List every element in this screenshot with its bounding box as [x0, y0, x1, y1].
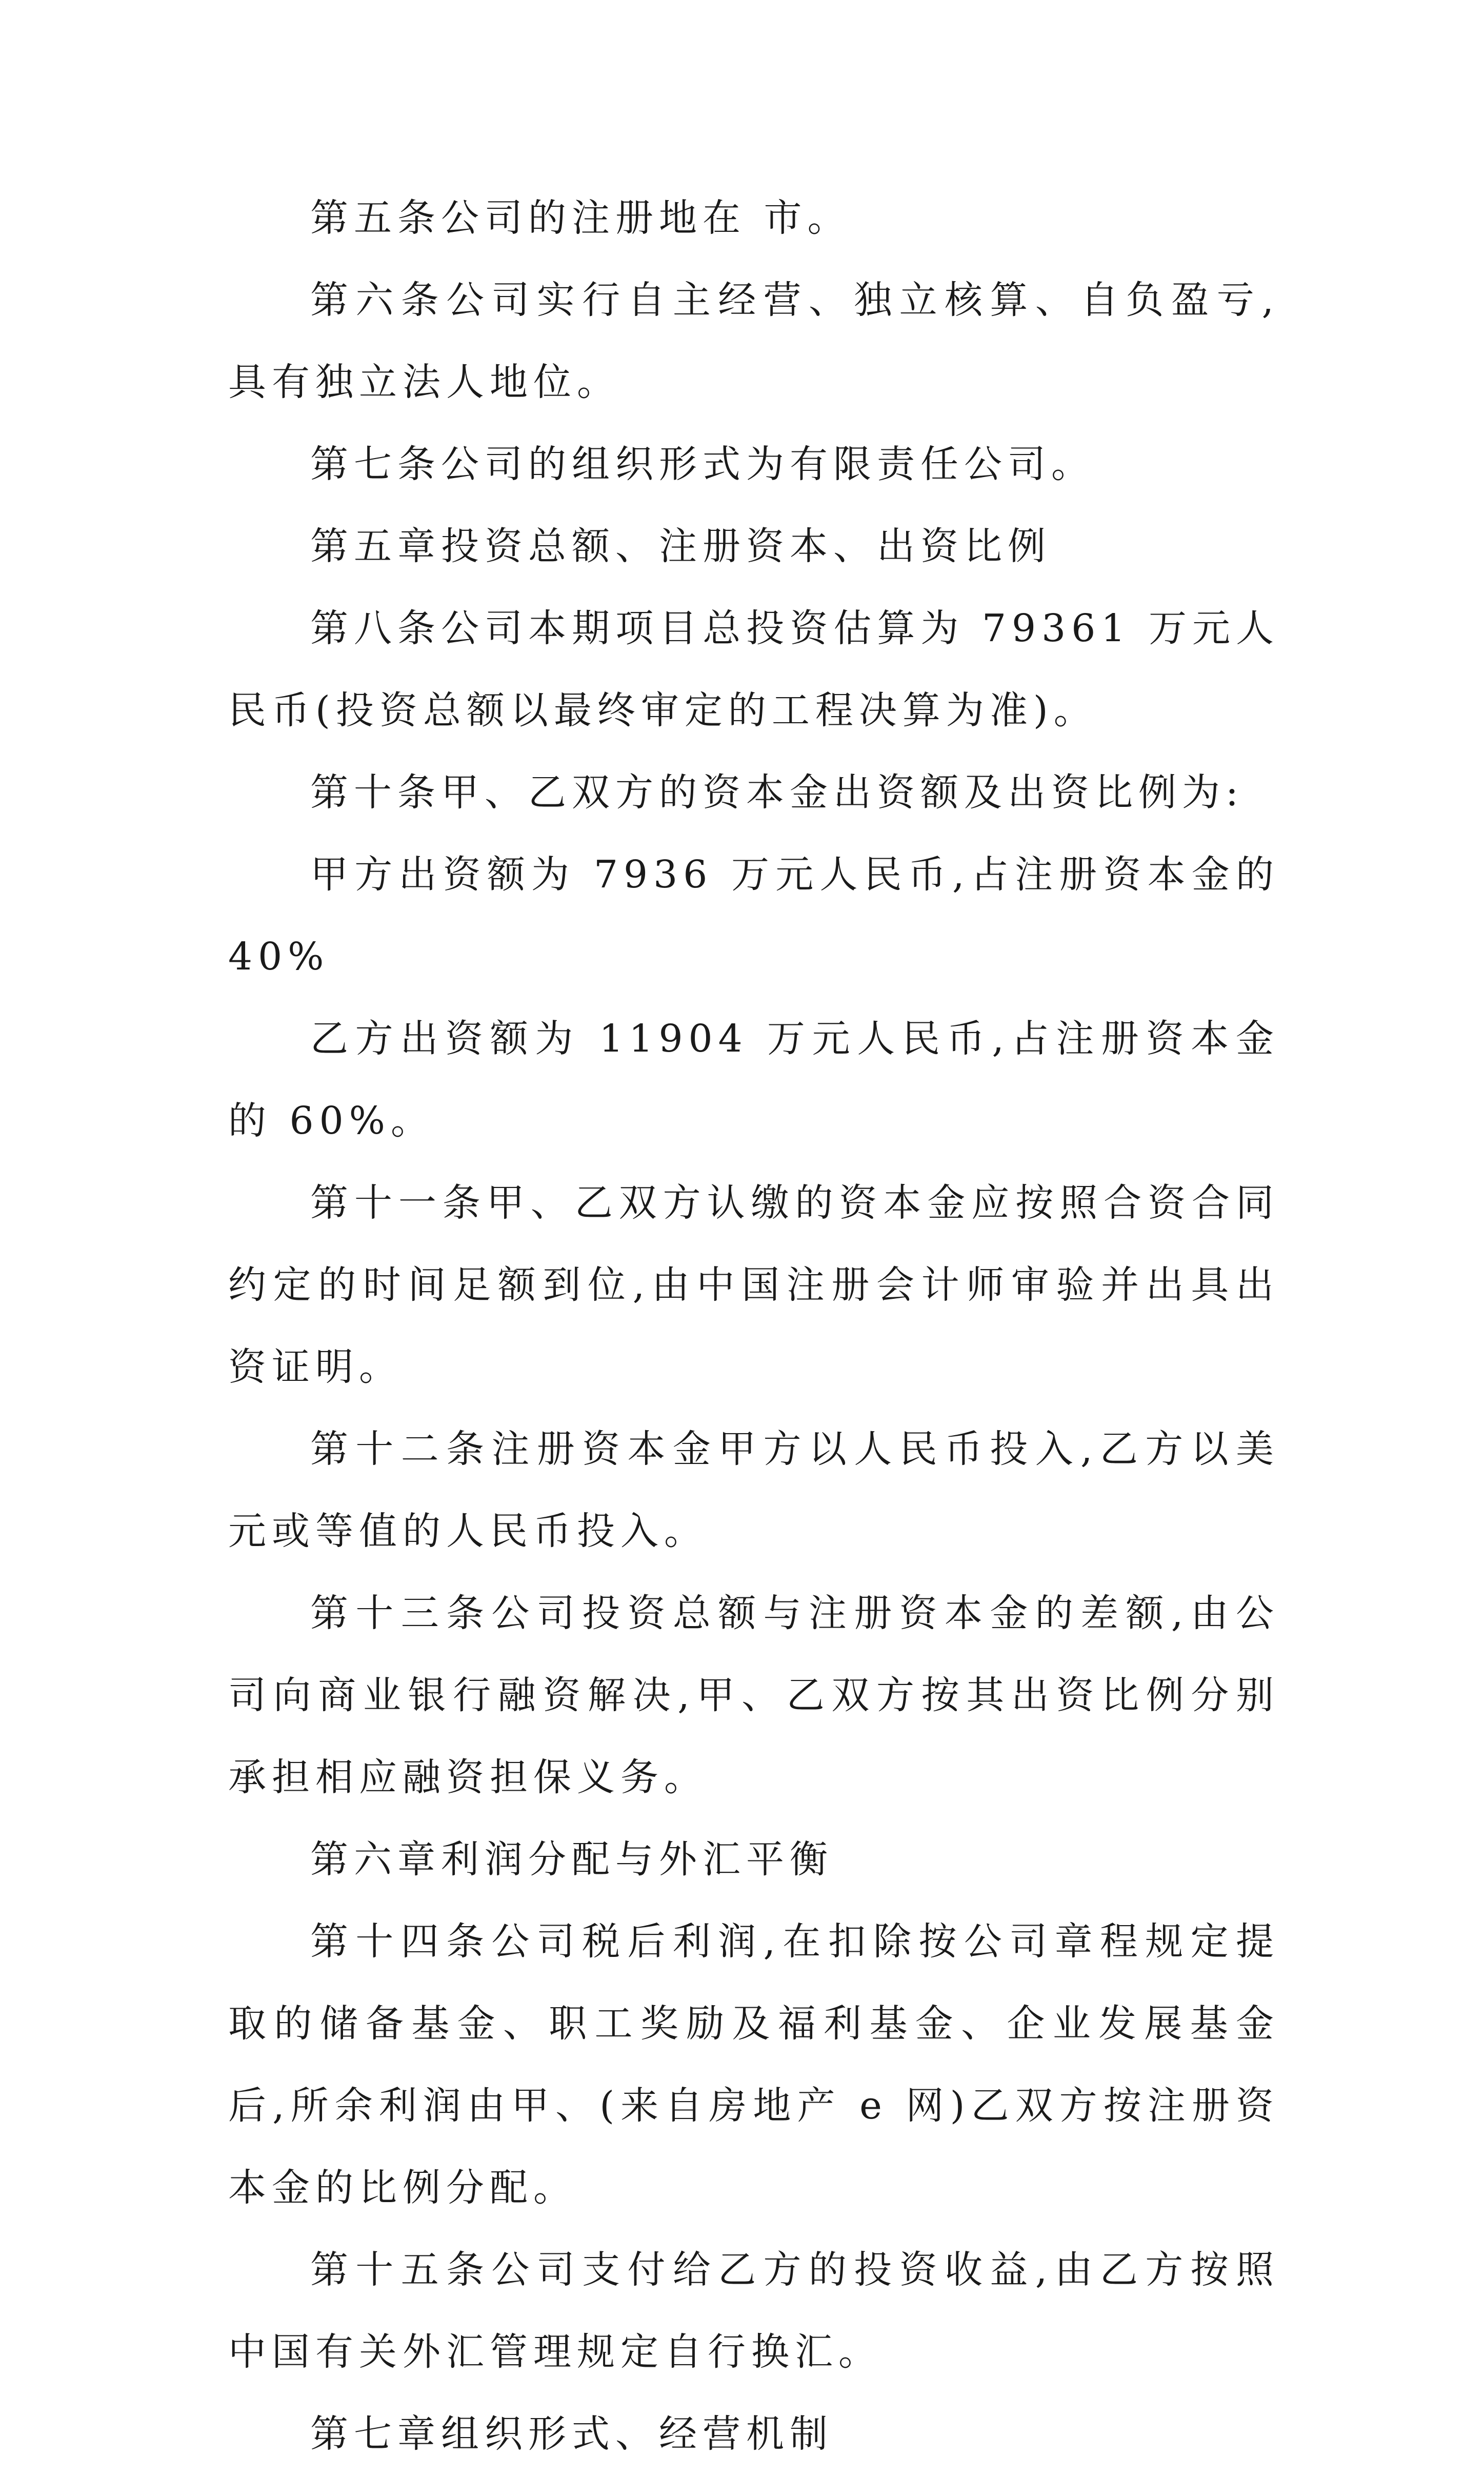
paragraph-article-12: 第十二条注册资本金甲方以人民币投入,乙方以美元或等值的人民币投入。 — [228, 1427, 1279, 1553]
chapter-heading-7: 第七章组织形式、经营机制 — [310, 2412, 833, 2456]
paragraph-party-b-contribution: 乙方出资额为 11904 万元人民币,占注册资本金的 60%。 — [228, 1017, 1279, 1143]
paragraph-article-11: 第十一条甲、乙双方认缴的资本金应按照合资合同约定的时间足额到位,由中国注册会计师审验并出具出资证明。 — [228, 1181, 1279, 1389]
document-body — [228, 177, 1279, 2475]
chapter-heading-6: 第六章利润分配与外汇平衡 — [310, 1837, 833, 1882]
paragraph-article-14: 第十四条公司税后利润,在扣除按公司章程规定提取的储备基金、职工奖励及福利基金、企业发展基金后,所余利润由甲、(来自房地产 e 网)乙双方按注册资本金的比例分配。 — [228, 1919, 1279, 2210]
paragraph-article-6: 第六条公司实行自主经营、独立核算、自负盈亏,具有独立法人地位。 — [228, 278, 1279, 404]
paragraph-article-7: 第七条公司的组织形式为有限责任公司。 — [310, 442, 1095, 486]
paragraph-article-13: 第十三条公司投资总额与注册资本金的差额,由公司向商业银行融资解决,甲、乙双方按其出资比例分别承担相应融资担保义务。 — [228, 1591, 1279, 1799]
paragraph-party-a-contribution: 甲方出资额为 7936 万元人民币,占注册资本金的 40% — [228, 853, 1279, 979]
paragraph-article-15: 第十五条公司支付给乙方的投资收益,由乙方按照中国有关外汇管理规定自行换汇。 — [228, 2248, 1279, 2374]
paragraph-article-10: 第十条甲、乙双方的资本金出资额及出资比例为: — [310, 770, 1244, 815]
chapter-heading-5: 第五章投资总额、注册资本、出资比例 — [310, 524, 1051, 568]
paragraph-article-8: 第八条公司本期项目总投资估算为 79361 万元人民币(投资总额以最终审定的工程决算为准)。 — [228, 606, 1279, 732]
paragraph-article-5: 第五条公司的注册地在 市。 — [310, 196, 851, 240]
